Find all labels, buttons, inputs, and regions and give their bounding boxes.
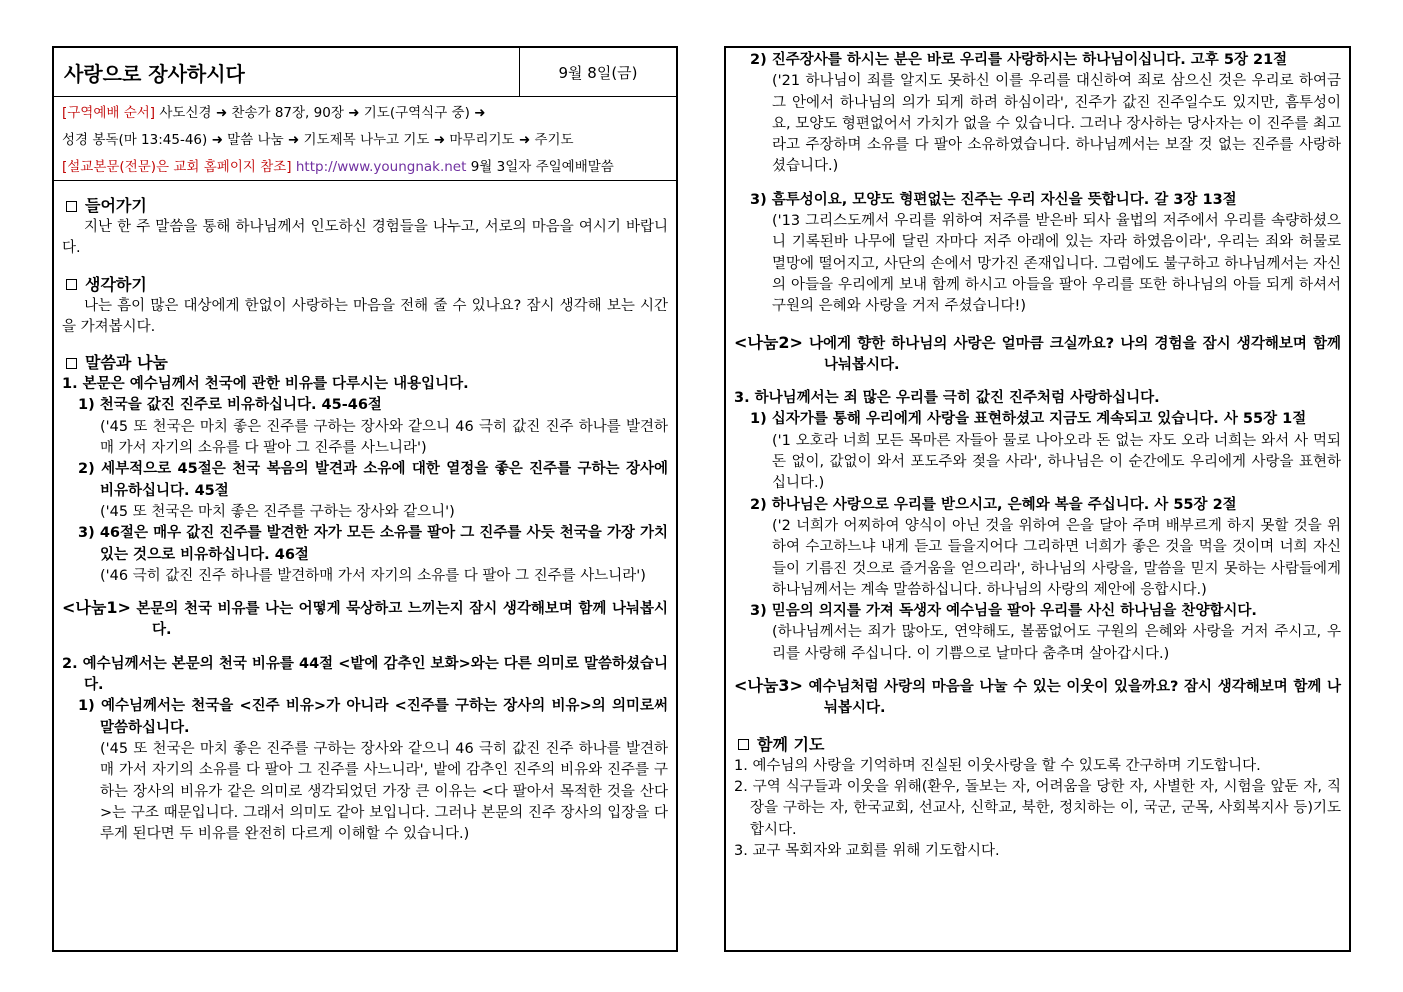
point-2: 2. 예수님께서는 본문의 천국 비유를 44절 <밭에 감추인 보화>와는 다른 의미로 말씀하셨습니다. xyxy=(62,655,668,694)
checkbox-square-icon xyxy=(738,739,749,750)
think-heading: 생각하기 xyxy=(62,274,668,296)
think-text: 나는 흠이 많은 대상에게 한없이 사랑하는 마음을 전해 줄 수 있나요? 잠시 생각해 보는 시간을 가져봅시다. xyxy=(62,297,668,335)
point-2-1: 1) 예수님께서는 천국을 <진주 비유>가 아니라 <진주를 구하는 장사의 비유>의 의미로써 말씀하십니다. xyxy=(78,698,668,736)
point-1-1: 1) 천국을 값진 진주로 비유하십니다. 45-46절 xyxy=(78,397,382,414)
order-label: [구역예배 순서] xyxy=(62,105,156,121)
point-2-3: 3) 흠투성이요, 모양도 형편없는 진주는 우리 자신을 뜻합니다. 갈 3장 13절 xyxy=(750,191,1237,208)
prayer-item-2: 2. 구역 식구들과 이웃을 위해(환우, 돌보는 자, 어려움을 당한 자, 사별한 자, 시험을 앞둔 자, 직장을 구하는 자, 한국교회, 선교사, 신학교, 북한, 정치하는 이, 국군, 군목, 사회복지사 등)기도합시다. xyxy=(734,778,1341,838)
point-1-3: 3) 46절은 매우 값진 진주를 발견한 자가 모든 소유를 팔아 그 진주를 사듯 천국을 가장 가치 있는 것으로 비유하십니다. 46절 xyxy=(78,525,668,563)
header xyxy=(54,48,676,97)
homepage-link[interactable]: http://www.youngnak.net xyxy=(291,159,467,175)
order-line2: 성경 봉독(마 13:45-46) ➜ 말씀 나눔 ➜ 기도제목 나누고 기도 ➜ 마무리기도 ➜ 주기도 xyxy=(62,132,574,148)
quote-3-2: ('2 너희가 어찌하여 양식이 아닌 것을 위하여 은을 달아 주며 배부르게 하지 못할 것을 위하여 수고하느냐 내게 듣고 들을지어다 그리하면 너희가 좋은 것을 먹을 것이며 너희 자신들이 기름진 것으로 즐거움을 얻으리라', 하나님의 사랑을, 말씀을 믿지 못하는 사람들에게 하나님께서는 계속 말씀하십니다. 하나님의 사랑의 제안에 응합시다.) xyxy=(772,517,1341,598)
point-3: 3. 하나님께서는 죄 많은 우리를 극히 값진 진주처럼 사랑하십니다. xyxy=(734,390,1160,407)
left-column xyxy=(52,46,678,952)
page-title: 사랑으로 장사하시다 xyxy=(54,48,520,96)
prayer-item-1: 1. 예수님의 사랑을 기억하며 진실된 이웃사랑을 할 수 있도록 간구하며 기도합니다. xyxy=(734,757,1261,774)
share-2: <나눔2> 나에게 향한 하나님의 사랑은 얼마큼 크실까요? 나의 경험을 잠시 생각해보며 함께 나눠봅시다. xyxy=(734,332,1341,373)
intro-text: 지난 한 주 말씀을 통해 하나님께서 인도하신 경험들을 나누고, 서로의 마음을 여시기 바랍니다. xyxy=(62,219,668,257)
checkbox-square-icon xyxy=(66,358,77,369)
point-1-2: 2) 세부적으로 45절은 천국 복음의 발견과 소유에 대한 열정을 좋은 진주를 구하는 장사에 비유하십니다. 45절 xyxy=(78,461,668,499)
point-1: 1. 본문은 예수님께서 천국에 관한 비유를 다루시는 내용입니다. xyxy=(62,376,469,393)
date-label: 9월 8일(금) xyxy=(558,64,638,82)
quote-2-3: ('13 그리스도께서 우리를 위하여 저주를 받은바 되사 율법의 저주에서 우리를 속량하셨으니 기록된바 나무에 달린 자마다 저주 아래에 있는 자라 하였음이라', 우리는 죄와 허물로 멸망에 떨어지고, 사단의 손에서 망가진 존재입니다. 그럼에도 불구하고 하나님께서는 자신의 아들을 우리에게 보내 함께 하시고 아들을 팔아 우리를 또한 하나님의 아들 되게 하셔서 구원의 은혜와 사랑을 거저 주셨습니다!) xyxy=(772,213,1341,315)
share-1: <나눔1> 본문의 천국 비유를 나는 어떻게 묵상하고 느끼는지 잠시 생각해보며 함께 나눠봅시다. xyxy=(62,598,668,639)
share-3: <나눔3> 예수님처럼 사랑의 마음을 나눌 수 있는 이웃이 있을까요? 잠시 생각해보며 함께 나눠봅시다. xyxy=(734,676,1341,717)
quote-3-3: (하나님께서는 죄가 많아도, 연약해도, 볼품없어도 구원의 은혜와 사랑을 거저 주시고, 우리를 사랑해 주십니다. 이 기쁨으로 날마다 춤추며 살아갑시다.) xyxy=(772,624,1341,662)
intro-heading: 들어가기 xyxy=(62,195,668,217)
prayer-item-3: 3. 교구 목회자와 교회를 위해 기도합시다. xyxy=(734,842,1000,859)
quote-2-2: ('21 하나님이 죄를 알지도 못하신 이를 우리를 대신하여 죄로 삼으신 것은 우리로 하여금 그 안에서 하나님의 의가 되게 하려 하심이라', 진주가 값진 진주일수도 있지만, 흠투성이요, 모양도 형편없어서 가치가 없을 수 있습니다. 그러나 장사하는 당사자는 이 진주를 최고라고 주장하며 소유를 다 팔아 소유하였습니다. 하나님께서는 보잘 것 없는 진주를 사랑하셨습니다.) xyxy=(772,73,1341,175)
point-3-1: 1) 십자가를 통해 우리에게 사랑을 표현하셨고 지금도 계속되고 있습니다. 사 55장 1절 xyxy=(750,411,1307,428)
quote-2-1: ('45 또 천국은 마치 좋은 진주를 구하는 장사와 같으니 46 극히 값진 진주 하나를 발견하매 가서 자기의 소유를 다 팔아 그 진주를 사느니라', 밭에 감추인 진주의 비유와 진주를 구하는 장사의 비유가 같은 의미로 생각되었던 가장 큰 이유는 <다 팔아서 목적한 것을 산다>는 구조 때문입니다. 그래서 의미도 같아 보입니다. 그러나 본문의 진주 장사의 입장을 다루게 된다면 두 비유를 완전히 다르게 이해할 수 있습니다.) xyxy=(100,740,668,843)
prayer-heading: 함께 기도 xyxy=(734,734,1341,756)
sermon-date: 9월 3일자 주일예배말씀 xyxy=(466,159,614,175)
point-3-3: 3) 믿음의 의지를 가져 독생자 예수님을 팔아 우리를 사신 하나님을 찬양합시다. xyxy=(750,603,1257,620)
order-line1: 사도신경 ➜ 찬송가 87장, 90장 ➜ 기도(구역식구 중) ➜ xyxy=(155,105,486,121)
checkbox-square-icon xyxy=(66,279,77,290)
quote-1-2: ('45 또 천국은 마치 좋은 진주를 구하는 장사와 같으니') xyxy=(100,503,455,520)
quote-1-3: ('46 극히 값진 진주 하나를 발견하매 가서 자기의 소유를 다 팔아 그 진주를 사느니라') xyxy=(100,567,646,584)
point-2-2: 2) 진주장사를 하시는 분은 바로 우리를 사랑하시는 하나님이십니다. 고후 5장 21절 xyxy=(750,52,1288,68)
right-column xyxy=(724,46,1351,952)
point-3-2: 2) 하나님은 사랑으로 우리를 받으시고, 은혜와 복을 주십니다. 사 55장 2절 xyxy=(750,496,1237,513)
worship-order xyxy=(54,97,676,181)
sermon-label: [설교본문(전문)은 교회 홈페이지 참조] xyxy=(62,159,292,175)
word-heading: 말씀과 나눔 xyxy=(62,352,668,374)
left-body xyxy=(54,195,676,845)
quote-1-1: ('45 또 천국은 마치 좋은 진주를 구하는 장사와 같으니 46 극히 값진 진주 하나를 발견하매 가서 자기의 소유를 다 팔아 그 진주를 사느니라') xyxy=(100,418,668,457)
right-body xyxy=(726,48,1349,862)
quote-3-1: ('1 오호라 너희 모든 목마른 자들아 물로 나아오라 돈 없는 자도 오라 너희는 와서 사 먹되 돈 없이, 값없이 와서 포도주와 젖을 사라', 하나님은 이 순간에도 우리에게 사랑을 표현하십니다.) xyxy=(772,432,1341,492)
checkbox-square-icon xyxy=(66,201,77,212)
